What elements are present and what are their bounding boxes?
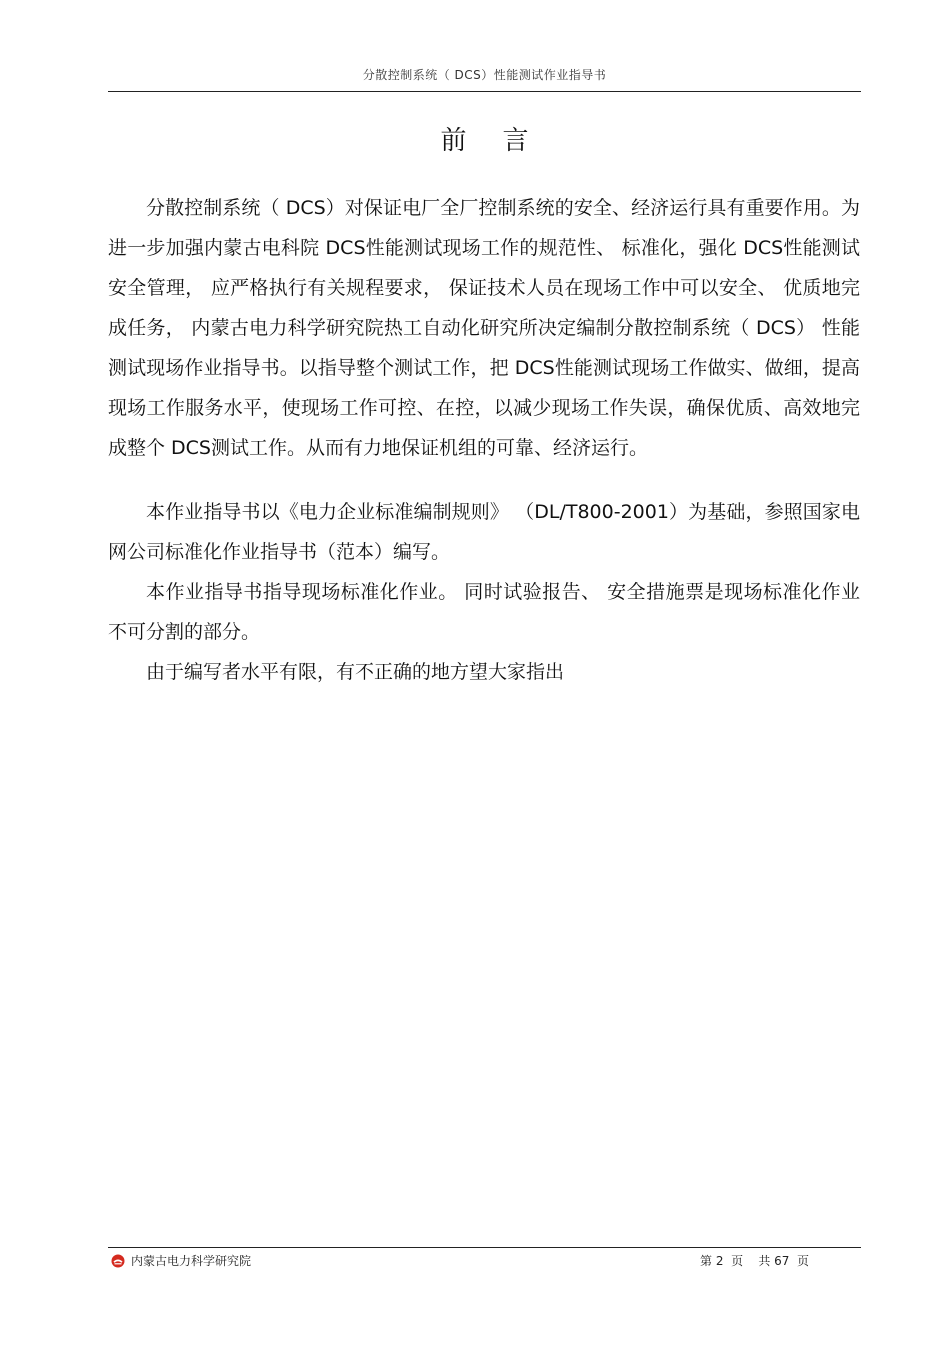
page-header: 分散控制系统（ DCS）性能测试作业指导书 xyxy=(362,68,607,82)
paragraph-intro: 分散控制系统（ DCS）对保证电厂全厂控制系统的安全、经济运行具有重要作用。为进一步加强内蒙古电科院 DCS性能测试现场工作的规范性、 标准化，强化 DCS性能测试安全管理， 应严格执行有关规程要求， 保证技术人员在现场工作中可以安全、 优质地完成任务， 内蒙古电力科学研究院热工自动化研究所决定编制分散控制系统（ DCS） 性能测试现场作业指导书。以指导整个测试工作，把 DCS性能测试现场工作做实、做细，提高现场工作服务水平，使现场工作可控、在控，以减少现场工作失误，确保优质、高效地完成整个 DCS测试工作。从而有力地保证机组的可靠、经济运行。 xyxy=(108,197,860,459)
page-number: 第 2 页 共 67 页 xyxy=(700,1254,810,1268)
institute-logo-icon xyxy=(111,1254,125,1268)
paragraph-guidance: 本作业指导书指导现场标准化作业。 同时试验报告、 安全措施票是现场标准化作业不可分割的部分。 xyxy=(108,581,860,643)
header-divider xyxy=(108,91,861,92)
paragraph-disclaimer: 由于编写者水平有限，有不正确的地方望大家指出 xyxy=(146,661,565,683)
paragraph-basis: 本作业指导书以《电力企业标准编制规则》 （DL/T800-2001）为基础，参照国家电网公司标准化作业指导书（范本）编写。 xyxy=(108,501,860,563)
footer-organization xyxy=(111,1252,251,1269)
section-title: 前言 xyxy=(440,126,565,156)
body-text xyxy=(108,188,860,692)
organization-name: 内蒙古电力科学研究院 xyxy=(131,1254,252,1268)
footer-divider xyxy=(108,1247,861,1248)
